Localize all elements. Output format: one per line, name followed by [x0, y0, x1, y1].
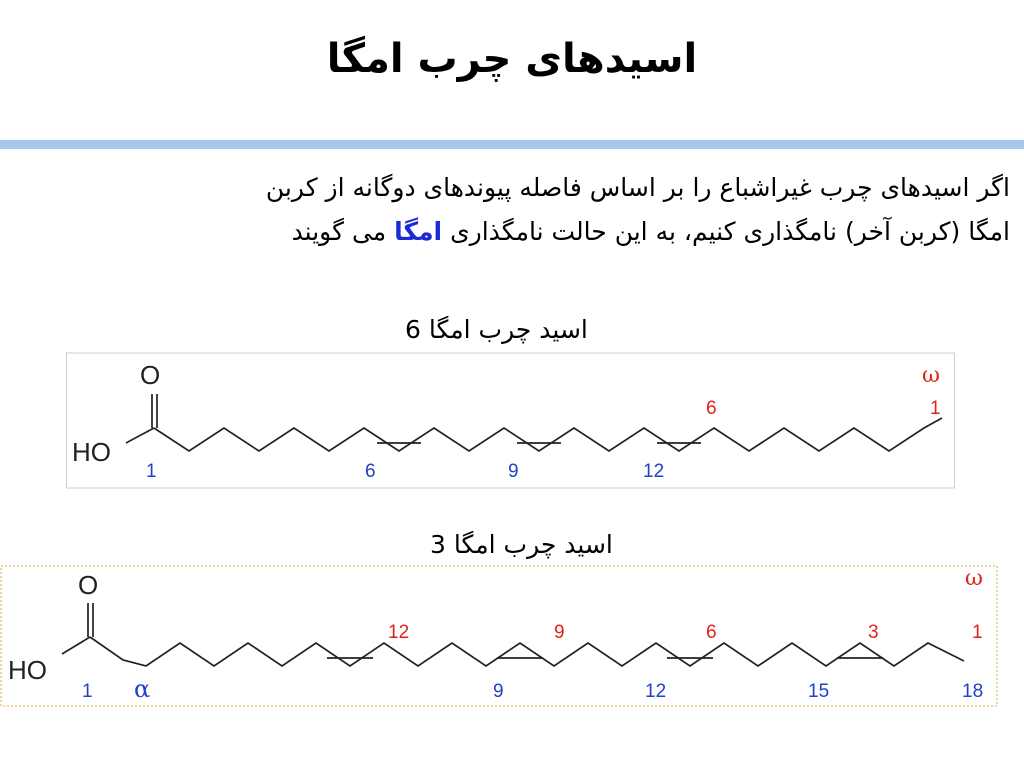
omega6-carbon-6-label: 6 [365, 461, 376, 482]
omega6-omega-6-label: 6 [706, 398, 717, 419]
description-line-2-start: امگا (کربن آخر) نامگذاری کنیم، به این حالت نامگذاری [450, 217, 1010, 246]
title-divider [0, 140, 1024, 149]
omega6-caption: اسید چرب امگا 6 [405, 315, 588, 344]
omega6-hydroxyl-label: HO [72, 437, 111, 467]
omega6-carbon-12-label: 12 [643, 461, 665, 482]
omega3-oh-bond [62, 637, 90, 654]
omega6-omega-1-label: 1 [930, 398, 941, 419]
omega3-carbon-9-label: 9 [493, 681, 504, 702]
omega3-omega-9-label: 9 [554, 622, 565, 643]
omega6-omega-symbol: ω [922, 363, 940, 388]
omega3-carbon-18-label: 18 [962, 681, 984, 702]
omega3-carbon-1-label: 1 [82, 681, 93, 702]
omega6-structure [66, 352, 956, 492]
page-title: اسیدهای چرب امگا [326, 36, 698, 82]
omega-highlight: امگا [394, 217, 443, 246]
omega3-oxygen-label: O [78, 570, 99, 600]
omega6-oh-bond [126, 428, 154, 443]
omega6-carbon-1-label: 1 [146, 461, 157, 482]
description-line-2-end: می گویند [291, 217, 387, 246]
omega3-structure [0, 565, 1000, 710]
omega3-caption: اسید چرب امگا 3 [430, 530, 613, 559]
omega6-oxygen-label: O [140, 360, 161, 390]
omega3-omega-6-label: 6 [706, 622, 717, 643]
description-line-2 [40, 210, 1010, 254]
omega3-omega-1-label: 1 [972, 622, 983, 643]
omega3-carbon-12-label: 12 [645, 681, 667, 702]
omega3-chain [90, 637, 964, 666]
omega3-alpha-label: α [134, 675, 151, 703]
description-line-1: اگر اسیدهای چرب غیراشباع را بر اساس فاصله پیوندهای دوگانه از کربن [265, 173, 1010, 202]
omega3-carbon-15-label: 15 [808, 681, 830, 702]
omega6-carbon-9-label: 9 [508, 461, 519, 482]
omega3-omega-3-label: 3 [868, 622, 879, 643]
omega6-chain [154, 418, 942, 451]
omega3-omega-12-label: 12 [388, 622, 410, 643]
omega3-omega-symbol: ω [965, 566, 983, 591]
omega3-hydroxyl-label: HO [8, 655, 47, 685]
description-paragraph [40, 166, 1010, 254]
